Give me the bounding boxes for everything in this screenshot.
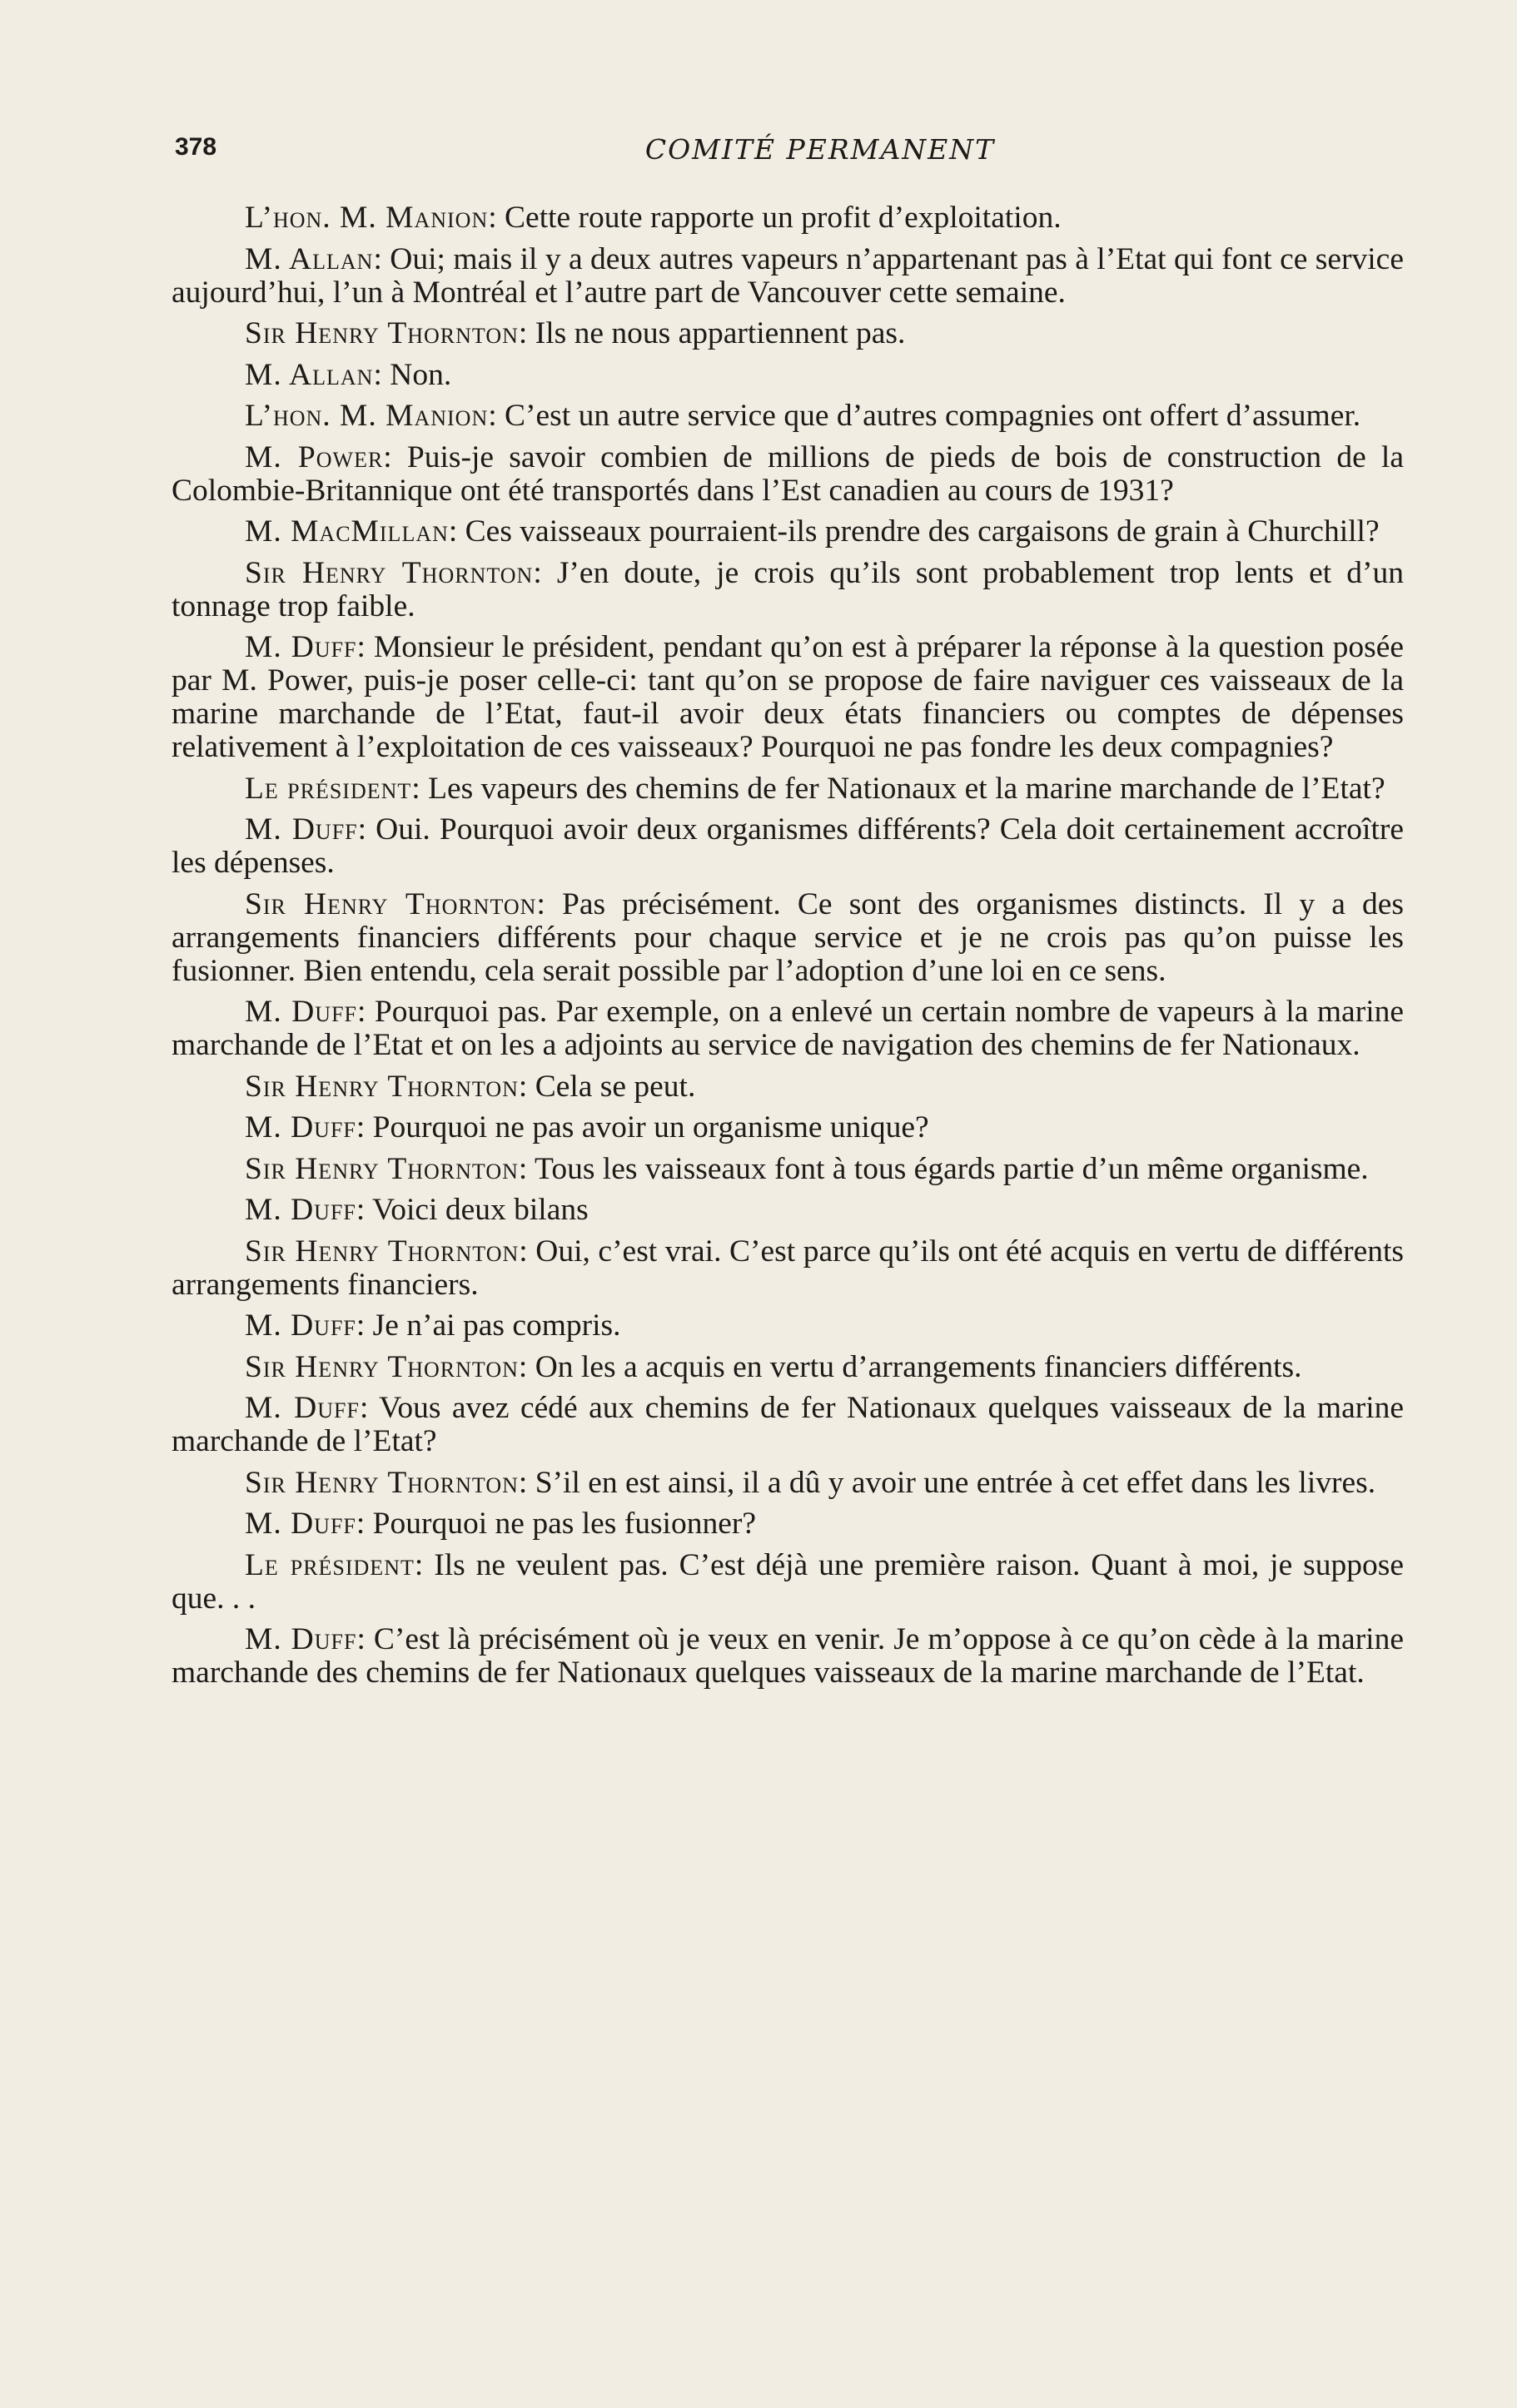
paragraph: M. MacMillan: Ces vaisseaux pourraient-ils prendre des cargaisons de grain à Churchill?	[245, 514, 1380, 549]
speaker-name: Le président	[245, 771, 412, 806]
speaker-name: Sir Henry Thornton	[245, 886, 537, 921]
speech-text: Oui; mais il y a deux autres vapeurs n’appartenant pas à l’Etat qui font ce service aujourd’hui, l’un à Montréal et l’autre part de Vancouver cette semaine.	[172, 241, 1404, 310]
speech-text: Cette route rapporte un profit d’exploitation.	[505, 201, 1062, 235]
speech-text: Monsieur le président, pendant qu’on est à préparer la réponse à la question posée par M. Power, puis-je poser celle-ci: tant qu’on se propose de faire naviguer ces vaisseaux de la marine marchande de l’Etat, faut-il avoir deux états financiers ou comptes de dépenses relativement à l’exploitation de ces vaisseaux? Pourquoi ne pas fondre les deux compagnies?	[172, 630, 1405, 764]
speaker-name: M. Duff	[245, 1110, 356, 1144]
running-head: COMITÉ PERMANENT	[644, 133, 996, 166]
document-body	[172, 201, 1404, 1698]
paragraph: Sir Henry Thornton: J’en doute, je crois qu’ils sont probablement trop lents et d’un tonnage trop faible.	[172, 555, 1404, 623]
paragraph: M. Power: Puis-je savoir combien de millions de pieds de bois de construction de la Colombie-Britannique ont été transportés dans l’Est canadien au cours de 1931?	[172, 439, 1404, 508]
speech-text: C’est un autre service que d’autres compagnies ont offert d’assumer.	[505, 399, 1361, 433]
paragraph: Sir Henry Thornton: Cela se peut.	[245, 1069, 696, 1104]
paragraph: M. Allan: Oui; mais il y a deux autres vapeurs n’appartenant pas à l’Etat qui font ce service aujourd’hui, l’un à Montréal et l’autre part de Vancouver cette semaine.	[172, 241, 1404, 310]
speech-text: Ils ne veulent pas. C’est déjà une première raison. Quant à moi, je suppose que. . .	[172, 1547, 1404, 1616]
speech-text: Ils ne nous appartiennent pas.	[535, 316, 906, 350]
paragraph: M. Duff: Pourquoi ne pas avoir un organisme unique?	[245, 1110, 929, 1144]
speaker-name: Sir Henry Thornton	[245, 316, 519, 350]
speaker-name: L’hon. M. Manion	[245, 399, 489, 433]
speaker-name: Sir Henry Thornton	[245, 1069, 519, 1104]
speaker-name: M. Duff	[245, 1308, 356, 1343]
speech-text: Pourquoi ne pas avoir un organisme unique?	[372, 1110, 929, 1144]
speech-text: Oui, c’est vrai. C’est parce qu’ils ont été acquis en vertu de différents arrangements financiers.	[172, 1234, 1405, 1302]
paragraph: Sir Henry Thornton: Oui, c’est vrai. C’est parce qu’ils ont été acquis en vertu de différents arrangements financiers.	[172, 1234, 1405, 1302]
paragraph: M. Duff: Monsieur le président, pendant qu’on est à préparer la réponse à la question posée par M. Power, puis-je poser celle-ci: tant qu’on se propose de faire naviguer ces vaisseaux de la marine marchande de l’Etat, faut-il avoir deux états financiers ou comptes de dépenses relativement à l’exploitation de ces vaisseaux? Pourquoi ne pas fondre les deux compagnies?	[172, 630, 1405, 764]
speaker-name: Sir Henry Thornton	[245, 1151, 519, 1186]
speech-text: Ces vaisseaux pourraient-ils prendre des cargaisons de grain à Churchill?	[465, 514, 1380, 549]
paragraph: M. Duff: Je n’ai pas compris.	[245, 1308, 621, 1343]
paragraph: L’hon. M. Manion: C’est un autre service que d’autres compagnies ont offert d’assumer.	[245, 399, 1361, 433]
speaker-name: M. Duff	[245, 995, 357, 1029]
speaker-name: M. Power	[245, 439, 384, 474]
speaker-name: Sir Henry Thornton	[245, 555, 534, 590]
paragraph: Sir Henry Thornton: On les a acquis en vertu d’arrangements financiers différents.	[245, 1349, 1302, 1384]
speaker-name: M. Duff	[245, 1507, 356, 1541]
speaker-name: Sir Henry Thornton	[245, 1349, 519, 1384]
paragraph: M. Duff: Voici deux bilans	[245, 1193, 589, 1227]
speaker-name: Sir Henry Thornton	[245, 1465, 519, 1500]
speech-text: Oui. Pourquoi avoir deux organismes différents? Cela doit certainement accroître les dépenses.	[172, 812, 1404, 880]
paragraph: Sir Henry Thornton: Ils ne nous appartiennent pas.	[245, 316, 906, 350]
speaker-name: L’hon. M. Manion	[245, 201, 489, 235]
page-header	[175, 133, 1407, 175]
speech-text: On les a acquis en vertu d’arrangements financiers différents.	[535, 1349, 1302, 1384]
speech-text: C’est là précisément où je veux en venir. Je m’oppose à ce qu’on cède à la marine marchande des chemins de fer Nationaux quelques vaisseaux de la marine marchande de l’Etat.	[172, 1622, 1404, 1690]
speech-text: Pas précisément. Ce sont des organismes distincts. Il y a des arrangements financiers différents pour chaque service et je ne crois pas qu’on puisse les fusionner. Bien entendu, cela serait possible par l’adoption d’une loi en ce sens.	[172, 886, 1404, 988]
speech-text: S’il en est ainsi, il a dû y avoir une entrée à cet effet dans les livres.	[535, 1465, 1376, 1500]
speech-text: Pourquoi ne pas les fusionner?	[372, 1507, 756, 1541]
speaker-name: M. Duff	[245, 1622, 357, 1656]
paragraph: M. Duff: Pourquoi ne pas les fusionner?	[245, 1507, 756, 1541]
speech-text: Je n’ai pas compris.	[372, 1308, 621, 1343]
speaker-name: M. Duff	[245, 630, 357, 664]
paragraph: Sir Henry Thornton: Pas précisément. Ce sont des organismes distincts. Il y a des arrangements financiers différents pour chaque service et je ne crois pas qu’on puisse les fusionner. Bien entendu, cela serait possible par l’adoption d’une loi en ce sens.	[172, 886, 1404, 988]
page-number: 378	[175, 133, 217, 161]
speaker-name: Sir Henry Thornton	[245, 1234, 520, 1269]
speech-text: Non.	[390, 357, 452, 392]
speaker-name: Le président	[245, 1547, 415, 1582]
speaker-name: M. MacMillan	[245, 514, 449, 549]
paragraph: M. Duff: Vous avez cédé aux chemins de fer Nationaux quelques vaisseaux de la marine marchande de l’Etat?	[172, 1391, 1405, 1458]
speech-text: Cela se peut.	[535, 1069, 696, 1104]
paragraph: M. Duff: Oui. Pourquoi avoir deux organismes différents? Cela doit certainement accroître les dépenses.	[172, 812, 1404, 880]
speech-text: Puis-je savoir combien de millions de pieds de bois de construction de la Colombie-Britannique ont été transportés dans l’Est canadien au cours de 1931?	[172, 439, 1404, 508]
speaker-name: M. Duff	[245, 1391, 360, 1425]
paragraph: Sir Henry Thornton: Tous les vaisseaux font à tous égards partie d’un même organisme.	[245, 1151, 1369, 1186]
speaker-name: M. Allan	[245, 357, 374, 392]
speech-text: Tous les vaisseaux font à tous égards partie d’un même organisme.	[535, 1151, 1369, 1186]
speech-text: Les vapeurs des chemins de fer Nationaux et la marine marchande de l’Etat?	[428, 771, 1385, 806]
paragraph: Sir Henry Thornton: S’il en est ainsi, il a dû y avoir une entrée à cet effet dans les livres.	[245, 1465, 1376, 1500]
speaker-name: M. Duff	[245, 1193, 356, 1227]
speech-text: Pourquoi pas. Par exemple, on a enlevé un certain nombre de vapeurs à la marine marchande de l’Etat et on les a adjoints au service de navigation des chemins de fer Nationaux.	[172, 995, 1405, 1062]
speech-text: Vous avez cédé aux chemins de fer Nationaux quelques vaisseaux de la marine marchande de l’Etat?	[172, 1391, 1405, 1458]
speaker-name: M. Duff	[245, 812, 358, 847]
speech-text: J’en doute, je crois qu’ils sont probablement trop lents et d’un tonnage trop faible.	[172, 555, 1404, 623]
paragraph: Le président: Les vapeurs des chemins de fer Nationaux et la marine marchande de l’Etat?	[245, 771, 1385, 806]
speech-text: Voici deux bilans	[372, 1193, 589, 1227]
paragraph: L’hon. M. Manion: Cette route rapporte un profit d’exploitation.	[245, 201, 1062, 235]
paragraph: M. Duff: Pourquoi pas. Par exemple, on a enlevé un certain nombre de vapeurs à la marine marchande de l’Etat et on les a adjoints au service de navigation des chemins de fer Nationaux.	[172, 995, 1405, 1062]
paragraph: M. Allan: Non.	[245, 357, 452, 392]
paragraph: M. Duff: C’est là précisément où je veux en venir. Je m’oppose à ce qu’on cède à la marine marchande des chemins de fer Nationaux quelques vaisseaux de la marine marchande de l’Etat.	[172, 1622, 1404, 1690]
speaker-name: M. Allan	[245, 241, 374, 276]
paragraph: Le président: Ils ne veulent pas. C’est déjà une première raison. Quant à moi, je suppose que. . .	[172, 1547, 1404, 1616]
